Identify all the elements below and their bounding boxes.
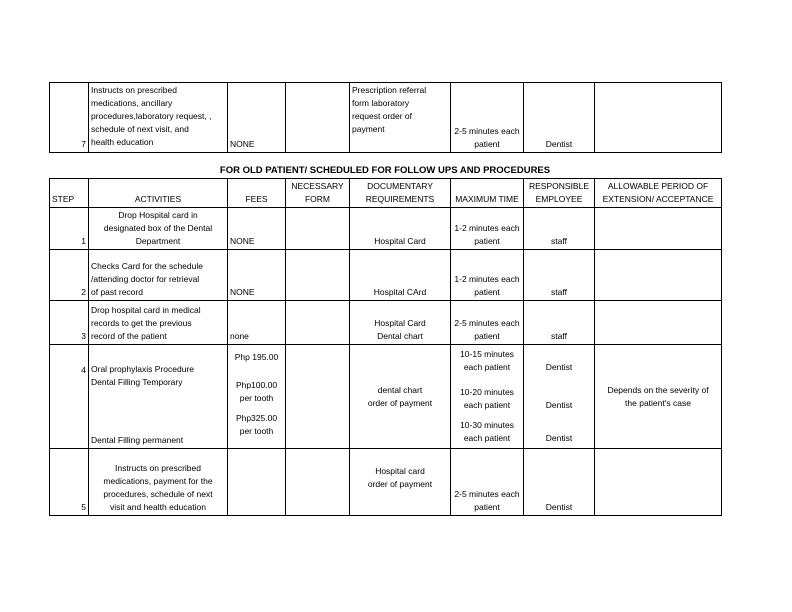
employee-cell: staff	[524, 301, 595, 345]
header-fees: FEES	[228, 179, 286, 208]
fees-cell	[228, 449, 286, 516]
header-documentary: DOCUMENTARY REQUIREMENTS	[350, 179, 451, 208]
necessary-form-cell	[286, 83, 350, 153]
fees-cell: NONE	[228, 83, 286, 153]
step-cell: 4	[50, 345, 89, 449]
header-row	[50, 179, 722, 208]
table-row	[50, 449, 722, 516]
documentary-cell: Prescription referral form laboratory request order of payment	[350, 83, 451, 153]
table-row	[50, 345, 722, 449]
extension-cell	[595, 83, 722, 153]
activity-cell: Checks Card for the schedule /attending doctor for retrieval of past record	[89, 250, 228, 301]
step-cell: 1	[50, 208, 89, 250]
table-row	[50, 208, 722, 250]
procedures-table	[49, 178, 722, 516]
documentary-cell: Hospital Card	[350, 208, 451, 250]
activity-cell: Oral prophylaxis Procedure Dental Filling Temporary Dental Filling permanent	[89, 345, 228, 449]
max-time-cell: 2-5 minutes each patient	[451, 449, 524, 516]
max-time-cell: 10-15 minutes each patient 10-20 minutes each patient 10-30 minutes each patient	[451, 345, 524, 449]
activity-cell: Instructs on prescribed medications, ancillary procedures,laboratory request, , schedule of next visit, and health education	[89, 83, 228, 153]
step-cell: 2	[50, 250, 89, 301]
fees-cell: NONE	[228, 208, 286, 250]
header-employee: RESPONSIBLE EMPLOYEE	[524, 179, 595, 208]
max-time-cell: 1-2 minutes each patient	[451, 250, 524, 301]
step-cell: 5	[50, 449, 89, 516]
documentary-cell: Hospital card order of payment	[350, 449, 451, 516]
documentary-cell: Hospital Card Dental chart	[350, 301, 451, 345]
extension-cell: Depends on the severity of the patient's case	[595, 345, 722, 449]
fees-cell: none	[228, 301, 286, 345]
necessary-form-cell	[286, 208, 350, 250]
activity-cell: Instructs on prescribed medications, payment for the procedures, schedule of next visit and health education	[89, 449, 228, 516]
step-cell: 3	[50, 301, 89, 345]
necessary-form-cell	[286, 345, 350, 449]
header-activities: ACTIVITIES	[89, 179, 228, 208]
necessary-form-cell	[286, 449, 350, 516]
employee-cell: Dentist	[524, 83, 595, 153]
extension-cell	[595, 208, 722, 250]
extension-cell	[595, 449, 722, 516]
table-row	[50, 250, 722, 301]
necessary-form-cell	[286, 250, 350, 301]
necessary-form-cell	[286, 301, 350, 345]
documentary-cell: dental chart order of payment	[350, 345, 451, 449]
header-step: STEP	[50, 179, 89, 208]
max-time-cell: 2-5 minutes each patient	[451, 301, 524, 345]
employee-cell: staff	[524, 208, 595, 250]
employee-cell: staff	[524, 250, 595, 301]
fees-cell: NONE	[228, 250, 286, 301]
section-title: FOR OLD PATIENT/ SCHEDULED FOR FOLLOW UPS AND PROCEDURES	[219, 165, 551, 176]
table-row	[50, 83, 722, 153]
fees-cell: Php 195.00 Php100.00 per tooth Php325.00 per tooth	[228, 345, 286, 449]
step-cell: 7	[50, 83, 89, 153]
employee-cell: Dentist	[524, 449, 595, 516]
max-time-cell: 2-5 minutes each patient	[451, 83, 524, 153]
max-time-cell: 1-2 minutes each patient	[451, 208, 524, 250]
header-necessary-form: NECESSARY FORM	[286, 179, 350, 208]
header-extension: ALLOWABLE PERIOD OF EXTENSION/ ACCEPTANCE	[595, 179, 722, 208]
extension-cell	[595, 301, 722, 345]
table-row	[50, 301, 722, 345]
activity-cell: Drop Hospital card in designated box of the Dental Department	[89, 208, 228, 250]
header-max-time: MAXIMUM TIME	[451, 179, 524, 208]
activity-cell: Drop hospital card in medical records to get the previous record of the patient	[89, 301, 228, 345]
previous-section-table	[49, 82, 722, 153]
documentary-cell: Hospital CArd	[350, 250, 451, 301]
employee-cell: Dentist Dentist Dentist	[524, 345, 595, 449]
extension-cell	[595, 250, 722, 301]
